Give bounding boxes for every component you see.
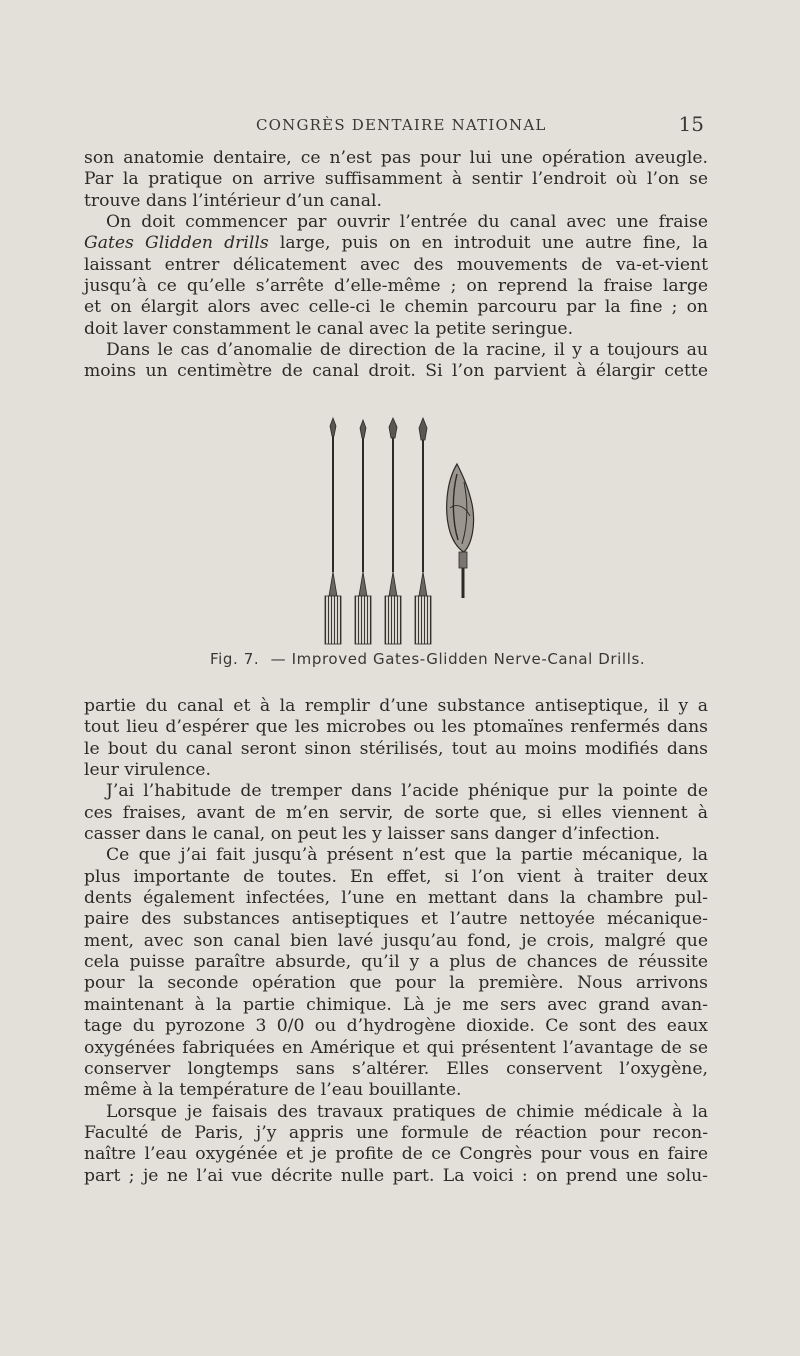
- page-number: 15: [678, 112, 704, 136]
- text-line: même à la température de l’eau bouillante.: [84, 1080, 462, 1101]
- text-line: Lorsque je faisais des travaux pratiques de chimie médicale à la: [106, 1101, 708, 1122]
- text-line: et on élargit alors avec celle-ci le chemin parcouru par la fine ; on: [84, 297, 708, 318]
- text-line: tage du pyrozone 3 0/0 ou d’hydrogène dioxide. Ce sont des eaux: [84, 1016, 708, 1037]
- text-line: doit laver constamment le canal avec la petite seringue.: [84, 318, 574, 339]
- figure-label: Fig. 7.: [210, 650, 260, 668]
- text-line: plus importante de toutes. En effet, si l’on vient à traiter deux: [84, 866, 708, 887]
- text-line: maintenant à la partie chimique. Là je me sers avec grand avan-: [84, 994, 708, 1015]
- body-text-bottom: [84, 696, 708, 1187]
- text-line: part ; je ne l’ai vue décrite nulle part. La voici : on prend une solu-: [84, 1165, 708, 1186]
- text-line: laissant entrer délicatement avec des mouvements de va-et-vient: [84, 254, 708, 275]
- text-line: J’ai l’habitude de tremper dans l’acide phénique pur la pointe de: [106, 781, 708, 802]
- text-line: leur virulence.: [84, 760, 211, 781]
- drill-1: [325, 418, 341, 644]
- text-line: cela puisse paraître absurde, qu’il y a plus de chances de réussite: [84, 952, 708, 973]
- text-line: moins un centimètre de canal droit. Si l’on parvient à élargir cette: [84, 361, 708, 382]
- text-line: On doit commencer par ouvrir l’entrée du canal avec une fraise: [106, 212, 708, 233]
- text-line: trouve dans l’intérieur d’un canal.: [84, 190, 382, 211]
- drill-3: [385, 418, 401, 644]
- drill-4: [415, 418, 431, 644]
- text-line: Dans le cas d’anomalie de direction de la racine, il y a toujours au: [106, 340, 708, 361]
- text-fragment: large, puis on en introduit une autre fine, la: [279, 233, 708, 254]
- text-line: ment, avec son canal bien lavé jusqu’au fond, je crois, malgré que: [84, 930, 708, 951]
- text-line: [84, 233, 708, 254]
- text-line: Par la pratique on arrive suffisamment à sentir l’endroit où l’on se: [84, 169, 708, 190]
- text-line: ces fraises, avant de m’en servir, de sorte que, si elles viennent à: [84, 802, 708, 823]
- text-line: paire des substances antiseptiques et l’autre nettoyée mécanique-: [84, 909, 708, 930]
- text-line: Faculté de Paris, j’y appris une formule de réaction pour recon-: [84, 1122, 708, 1143]
- drill-head-detail: [447, 464, 474, 598]
- text-line: dents également infectées, l’une en mettant dans la chambre pul-: [84, 888, 708, 909]
- running-title: CONGRÈS DENTAIRE NATIONAL: [256, 116, 547, 134]
- text-line: naître l’eau oxygénée et je profite de ce Congrès pour vous en faire: [84, 1144, 708, 1165]
- caption-text: Improved Gates-Glidden Nerve-Canal Drills.: [291, 650, 646, 668]
- text-line: pour la seconde opération que pour la première. Nous arrivons: [84, 973, 708, 994]
- body-text-top: [84, 148, 708, 383]
- caption-dash: —: [270, 650, 287, 668]
- text-line: casser dans le canal, on peut les y laisser sans danger d’infection.: [84, 824, 661, 845]
- text-line: le bout du canal seront sinon stérilisés, tout au moins modifiés dans: [84, 738, 708, 759]
- drills-engraving: [300, 412, 500, 648]
- text-line: tout lieu d’espérer que les microbes ou les ptomaïnes renfermés dans: [84, 717, 708, 738]
- italic-term: Gates Glidden drills: [84, 233, 269, 254]
- text-line: conserver longtemps sans s’altérer. Elles conservent l’oxygène,: [84, 1058, 708, 1079]
- drills-illustration: [300, 412, 500, 648]
- drill-2: [355, 420, 371, 644]
- figure-caption: [210, 650, 645, 668]
- text-line: Ce que j’ai fait jusqu’à présent n’est que la partie mécanique, la: [106, 845, 708, 866]
- text-line: son anatomie dentaire, ce n’est pas pour lui une opération aveugle.: [84, 148, 708, 168]
- page-header: [84, 114, 706, 138]
- text-line: oxygénées fabriquées en Amérique et qui présentent l’avantage de se: [84, 1037, 708, 1058]
- text-line: jusqu’à ce qu’elle s’arrête d’elle-même ; on reprend la fraise large: [84, 276, 708, 297]
- text-line: partie du canal et à la remplir d’une substance antiseptique, il y a: [84, 696, 708, 716]
